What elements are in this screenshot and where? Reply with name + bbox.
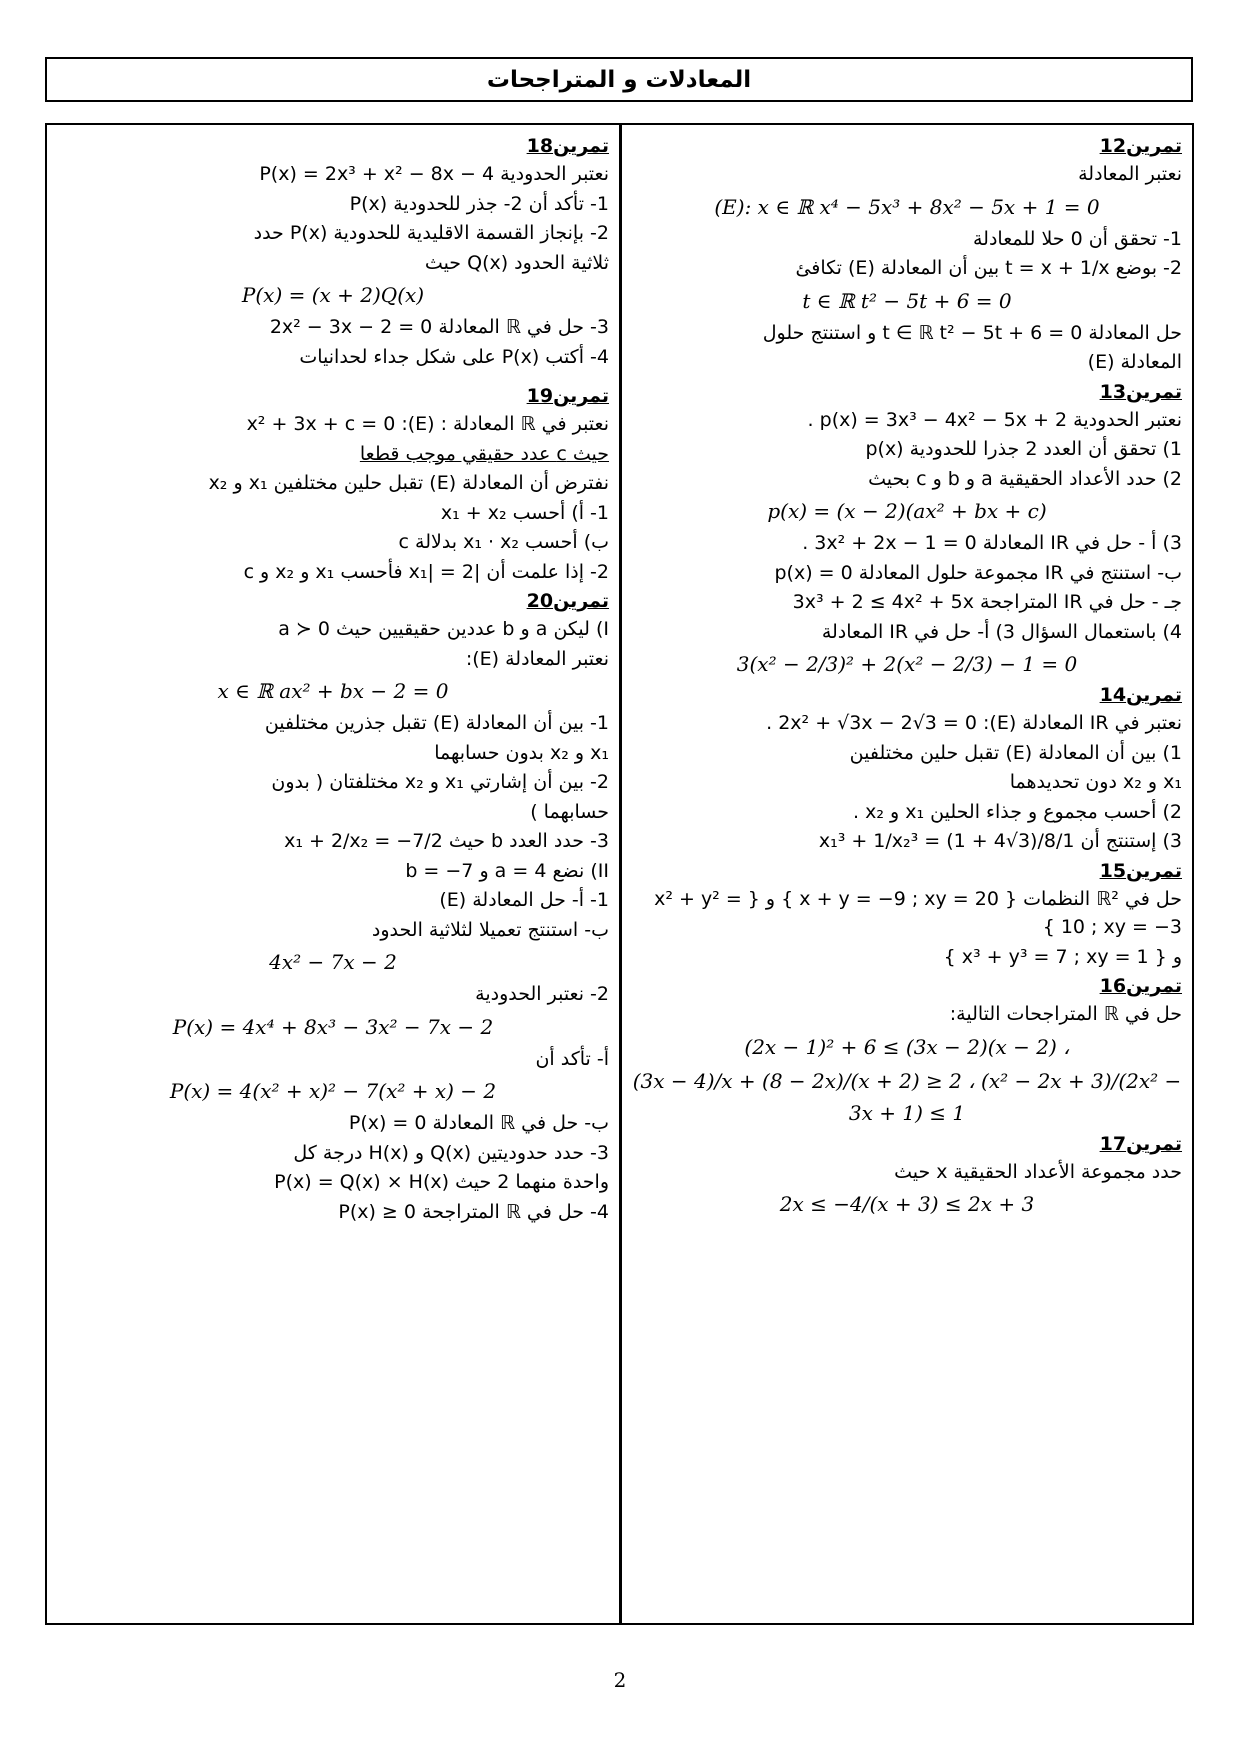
ex13-equation: 3(x² − 2/3)² + 2(x² − 2/3) − 1 = 0 (736, 652, 1078, 676)
ex19-line: نفترض أن المعادلة (E) تقبل حلين مختلفين x₁ و x₂ (208, 472, 609, 494)
ex20-equation: 4x² − 7x − 2 (269, 950, 397, 974)
ex20-equation: P(x) = 4x⁴ + 8x³ − 3x² − 7x − 2 (172, 1014, 494, 1039)
exercise-19-heading: تمرين19 (526, 385, 609, 407)
ex20-line: ب- استنتج تعميلا لثلاثية الحدود (371, 918, 609, 941)
ex20-line: 3- حدد حدوديتين Q(x) و H(x) درجة كل (293, 1141, 609, 1164)
ex20-line: 4- حل في ℝ المتراجحة P(x) ≥ 0 (338, 1200, 609, 1223)
ex15-line: حل في ℝ² النظمات { x + y = −9 ; xy = 20 } و { x² + y² = 10 ; xy = −3 } (654, 887, 1182, 938)
ex19-line: ب) أحسب x₁ · x₂ بدلالة c (398, 531, 609, 553)
ex20-equation: x ∈ ℝ ax² + bx − 2 = 0 (217, 679, 449, 703)
ex20-line: 3- حدد العدد b حيث 2/x₁ + 2/x₂ = −7 (284, 830, 609, 852)
ex16-inequality: (3x − 4)/x + (8 − 2x)/(x + 2) ≥ 2 ، (x² − 2x + 3)/(2x² − 3x + 1) ≤ 1 (632, 1068, 1182, 1125)
ex19-line: 2- إذا علمت أن |x₁| = 2 فأحسب x₁ و x₂ و c (243, 560, 609, 583)
ex12-line: 2- بوضع t = x + 1/x بين أن المعادلة (E) تكافئ (795, 257, 1182, 279)
ex18-line: 3- حل في ℝ المعادلة 2x² − 3x − 2 = 0 (269, 316, 609, 338)
ex20-line: أ- تأكد أن (535, 1047, 609, 1070)
ex20-line: نعتبر المعادلة (E): (465, 647, 609, 670)
ex13-line: ب- استنتج في IR مجموعة حلول المعادلة p(x) = 0 (774, 561, 1182, 584)
ex16-line: حل في ℝ المتراجحات التالية: (949, 1003, 1182, 1025)
ex19-line: نعتبر في ℝ المعادلة : x² + 3x + c = 0 :(E) (246, 413, 609, 435)
ex17-inequality: 2x ≤ −4/(x + 3) ≤ 2x + 3 (779, 1192, 1035, 1216)
exercise-18-heading: تمرين18 (526, 135, 609, 157)
ex13-line: 3) أ - حل في IR المعادلة 3x² + 2x − 1 = 0 . (802, 532, 1182, 554)
ex20-line: حسابهما ) (530, 800, 609, 823)
ex14-line: نعتبر في IR المعادلة 2x² + √3x − 2√3 = 0 :(E) . (766, 712, 1182, 734)
exercise-20-heading: تمرين20 (526, 590, 609, 612)
ex18-line: ثلاثية الحدود Q(x) حيث (424, 251, 609, 274)
ex14-line: x₁ و x₂ دون تحديدهما (1009, 771, 1182, 793)
ex18-equation: P(x) = (x + 2)Q(x) (241, 283, 425, 307)
ex12-line: المعادلة (E) (1087, 351, 1182, 373)
ex20-line: x₁ و x₂ بدون حسابهما (434, 741, 609, 764)
page-number: 2 (613, 1668, 627, 1692)
page-title: المعادلات و المتراجحات (486, 66, 752, 93)
title-box (45, 57, 1193, 102)
ex12-line: حل المعادلة t ∈ ℝ t² − 5t + 6 = 0 و استنتج حلول (762, 321, 1182, 344)
ex20-line: 2- نعتبر الحدودية (475, 983, 609, 1005)
ex12-equation: t ∈ ℝ t² − 5t + 6 = 0 (802, 288, 1012, 313)
ex20-line: II) نضع a = 4 و b = −7 (405, 859, 609, 882)
ex13-line: نعتبر الحدودية p(x) = 3x³ − 4x² − 5x + 2 . (807, 408, 1182, 431)
ex19-line: 1- أ) أحسب x₁ + x₂ (440, 501, 609, 524)
ex14-line: 2) أحسب مجموع و جذاء الحلين x₁ و x₂ . (853, 800, 1182, 823)
exercise-17-heading: تمرين17 (1099, 1132, 1182, 1155)
ex15-line: و { x³ + y³ = 7 ; xy = 1 } (943, 945, 1182, 968)
exercise-12-heading: تمرين12 (1099, 135, 1182, 157)
ex18-line: 1- تأكد أن 2- جذر للحدودية P(x) (349, 192, 609, 215)
ex12-line: نعتبر المعادلة (1078, 163, 1182, 185)
ex20-line: I) ليكن a و b عددين حقيقيين حيث a ≻ 0 (278, 618, 609, 640)
ex13-line: جـ - حل في IR المتراجحة 3x³ + 2 ≤ 4x² + 5x (792, 591, 1182, 613)
ex12-equation: (E): x ∈ ℝ x⁴ − 5x³ + 8x² − 5x + 1 = 0 (714, 194, 1100, 219)
ex13-equation: p(x) = (x − 2)(ax² + bx + c) (767, 499, 1047, 523)
ex20-line: ب- حل في ℝ المعادلة P(x) = 0 (348, 1112, 609, 1134)
ex20-line: 1- بين أن المعادلة (E) تقبل جذرين مختلفين (264, 712, 609, 734)
ex18-line: نعتبر الحدودية P(x) = 2x³ + x² − 8x − 4 (259, 163, 609, 185)
exercise-13-heading: تمرين13 (1099, 380, 1182, 403)
ex18-line: 2- بإنجاز القسمة الاقليدية للحدودية P(x) حدد (253, 222, 609, 244)
left-column (45, 123, 621, 1625)
exercise-14-heading: تمرين14 (1099, 684, 1182, 706)
right-column (620, 123, 1194, 1625)
ex20-line: واحدة منهما 2 حيث P(x) = Q(x) × H(x) (274, 1171, 609, 1193)
ex14-line: 3) إستنتج أن 1/x₁³ + 1/x₂³ = (1 + 4√3)/8 (818, 830, 1182, 852)
exercise-16-heading: تمرين16 (1099, 975, 1182, 997)
ex13-line: 4) باستعمال السؤال 3) أ- حل في IR المعادلة (821, 620, 1182, 643)
ex12-line: 1- تحقق أن 0 حلا للمعادلة (972, 227, 1182, 250)
ex14-line: 1) بين أن المعادلة (E) تقبل حلين مختلفين (849, 741, 1182, 764)
exercise-15-heading: تمرين15 (1099, 859, 1182, 882)
ex17-line: حدد مجموعة الأعداد الحقيقية x حيث (894, 1160, 1182, 1183)
ex18-line: 4- أكتب P(x) على شكل جداء لحدانيات (299, 345, 609, 368)
ex13-line: 2) حدد الأعداد الحقيقية a و b و c بحيث (868, 467, 1182, 490)
ex19-line: حيث c عدد حقيقي موجب قطعا (359, 442, 609, 465)
ex20-line: 2- بين أن إشارتي x₁ و x₂ مختلفتان ( بدون (271, 771, 609, 793)
ex20-line: 1- أ- حل المعادلة (E) (439, 889, 609, 911)
ex20-equation: P(x) = 4(x² + x)² − 7(x² + x) − 2 (169, 1079, 497, 1103)
ex16-inequality: (2x − 1)² + 6 ≤ (3x − 2)(x − 2) ، (744, 1034, 1070, 1059)
ex13-line: 1) تحقق أن العدد 2 جذرا للحدودية p(x) (865, 438, 1182, 460)
